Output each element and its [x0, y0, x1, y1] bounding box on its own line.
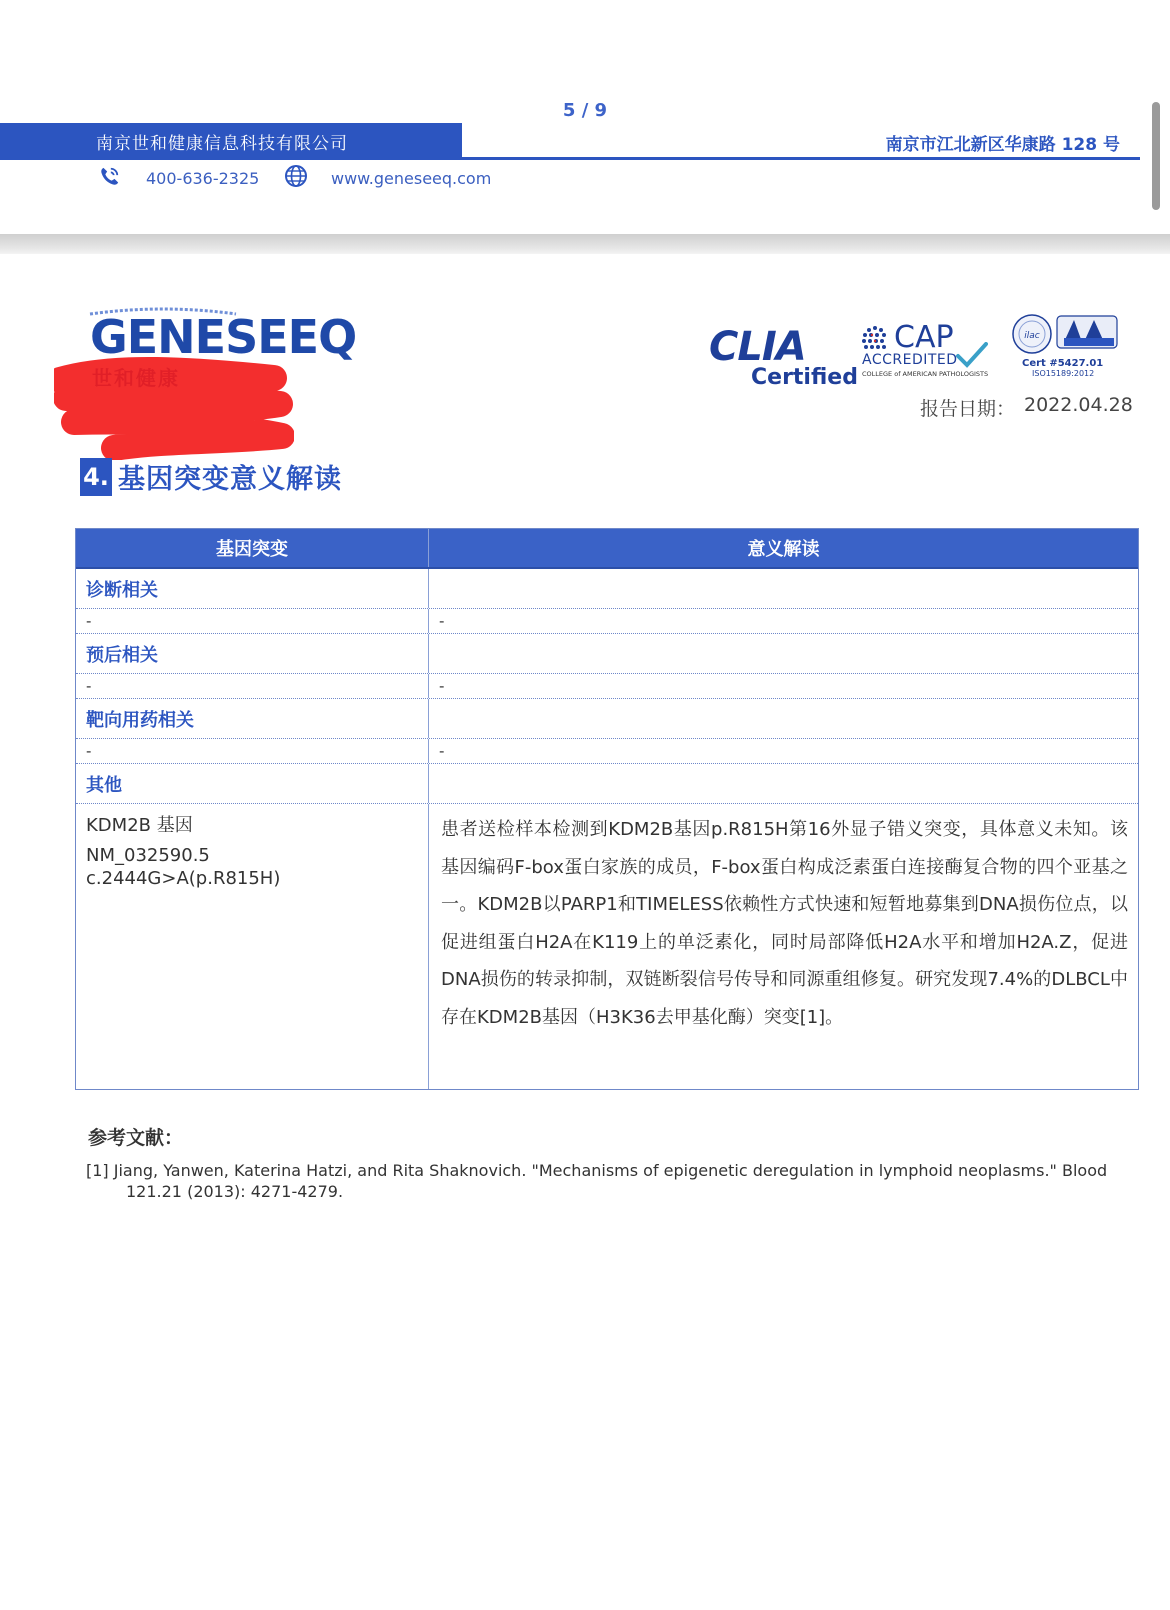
interpretation-text: 患者送检样本检测到KDM2B基因p.R815H第16外显子错义突变，具体意义未知。该基因编码F-box蛋白家族的成员，F-box蛋白构成泛素蛋白连接酶复合物的四个亚基之一。KDM2B以PARP1和TIMELESS依赖性方式快速和短暂地募集到DNA损伤位点，以促进组蛋白H2A在K119上的单泛素化，同时局部降低H2A水平和增加H2A.Z，促进DNA损伤的转录抑制，双链断裂信号传导和同源重组修复。研究发现7.4%的DLBCL中存在KDM2B基因（H3K36去甲基化酶）突变[1]。: [441, 819, 1128, 1028]
redaction-scribble: [54, 350, 294, 460]
phone-icon: [98, 166, 120, 188]
cap-dots-icon: [860, 324, 890, 354]
gene-name: KDM2B 基因: [86, 815, 193, 836]
table-cell: -: [439, 677, 445, 695]
mutation-table: [75, 528, 1139, 1090]
cap-college-text: COLLEGE of AMERICAN PATHOLOGISTS: [862, 370, 989, 378]
cap-accredited-logo: [860, 320, 992, 390]
table-row: [76, 609, 1138, 634]
header-divider: [0, 157, 1140, 160]
gene-row: [76, 804, 1138, 1089]
clia-certified-text: Certified: [751, 365, 858, 390]
company-address: 南京市江北新区华康路 128 号: [885, 135, 1120, 155]
transcript-id: NM_032590.5: [86, 845, 210, 866]
table-cell: -: [76, 609, 429, 633]
logo-wordmark: GENESEEQ: [90, 310, 357, 364]
page-counter: 5 / 9: [562, 100, 608, 121]
clia-certified-logo: [709, 324, 858, 390]
category-label: 预后相关: [76, 634, 429, 673]
cap-accredited-text: ACCREDITED: [862, 352, 958, 368]
report-date-label: 报告日期：: [920, 398, 1016, 420]
page-separator: [0, 234, 1170, 254]
table-cell: -: [439, 742, 445, 760]
column-header-mutation: 基因突变: [76, 529, 429, 567]
variant-notation: c.2444G>A(p.R815H): [86, 868, 281, 889]
table-cell: -: [76, 674, 429, 698]
reference-item: [1] Jiang, Yanwen, Katerina Hatzi, and Rita Shaknovich. "Mechanisms of epigenetic deregulation in lymphoid neoplasms." Blood 121.21 (2013): 4271-4279.: [86, 1161, 1108, 1201]
category-row: [76, 764, 1138, 804]
category-row: [76, 699, 1138, 739]
checkmark-icon: [956, 342, 988, 368]
website-link[interactable]: www.geneseeq.com: [331, 169, 492, 188]
company-name: 南京世和健康信息科技有限公司: [96, 134, 348, 154]
table-row: [76, 739, 1138, 764]
table-cell: -: [76, 739, 429, 763]
category-row: [76, 569, 1138, 609]
iso-standard: ISO15189:2012: [1032, 369, 1095, 378]
section-number: 4.: [80, 458, 112, 496]
section-title: 基因突变意义解读: [118, 464, 342, 495]
logo-subtitle: 世和健康: [92, 366, 180, 390]
globe-icon: [284, 164, 308, 188]
category-row: [76, 634, 1138, 674]
category-label: 诊断相关: [76, 569, 429, 608]
table-header: [76, 529, 1138, 569]
scrollbar-thumb[interactable]: [1152, 102, 1160, 210]
category-label: 靶向用药相关: [76, 699, 429, 738]
cert-number: Cert #5427.01: [1022, 358, 1104, 369]
column-header-interpretation: 意义解读: [747, 539, 820, 560]
phone-number[interactable]: 400-636-2325: [146, 169, 260, 188]
table-row: [76, 674, 1138, 699]
report-date-value: 2022.04.28: [1024, 394, 1133, 416]
svg-text:ilac: ilac: [1024, 331, 1040, 341]
table-cell: -: [439, 612, 445, 630]
category-label: 其他: [76, 764, 429, 803]
clia-wordmark: CLIA: [709, 324, 806, 370]
cap-wordmark: CAP: [894, 320, 954, 355]
gene-info-cell: [76, 804, 429, 1089]
references-heading: 参考文献：: [88, 1127, 184, 1149]
